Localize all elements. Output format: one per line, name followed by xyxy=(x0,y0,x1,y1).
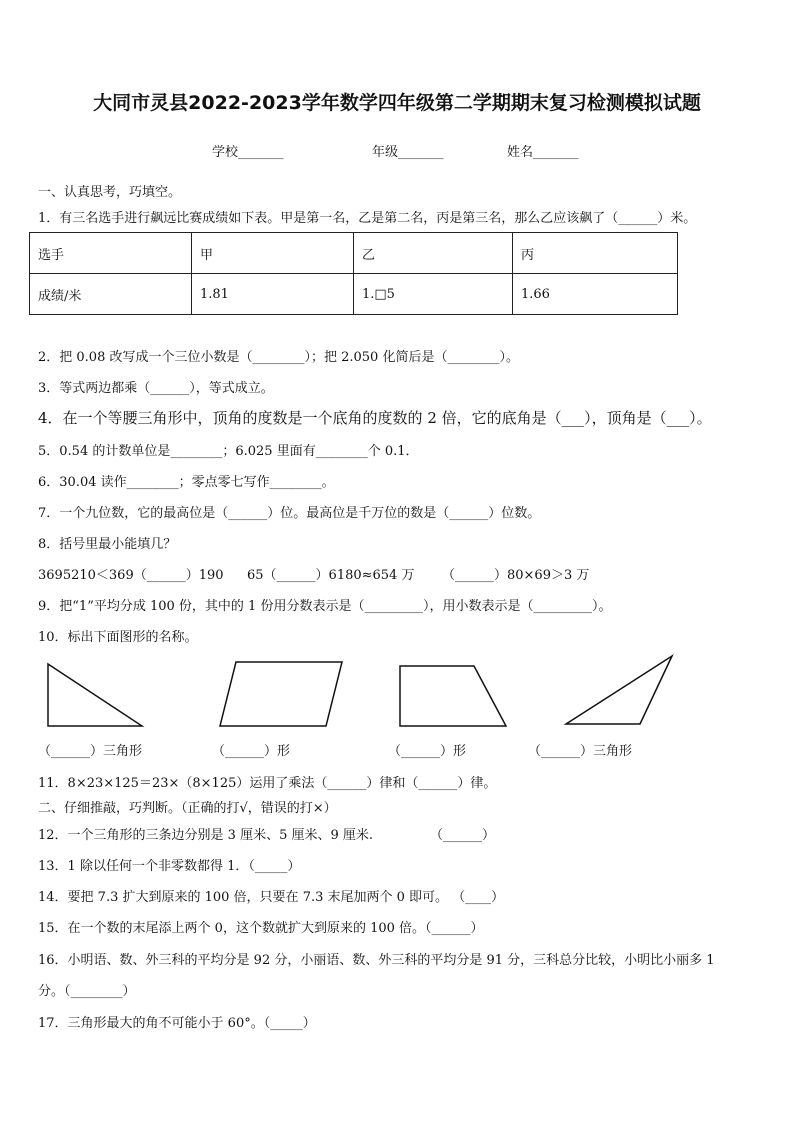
question-6: 6．30.04 读作________；零点零七写作________。 xyxy=(38,475,335,490)
question-16-line-1: 16．小明语、数、外三科的平均分是 92 分，小丽语、数、外三科的平均分是 91 分，三科总分比较，小明比小丽多 1 xyxy=(38,953,715,968)
question-14: 14．要把 7.3 扩大到原来的 100 倍，只要在 7.3 末尾加两个 0 即可。 （____） xyxy=(38,890,505,905)
question-9: 9．把“1”平均分成 100 份，其中的 1 份用分数表示是（_________），用小数表示是（_________）。 xyxy=(38,599,612,614)
question-13: 13．1 除以任何一个非零数都得 1．（_____） xyxy=(38,859,301,874)
question-10: 10．标出下面图形的名称。 xyxy=(38,630,198,645)
table-cell: 甲 xyxy=(192,233,354,274)
right-triangle-shape xyxy=(48,664,142,726)
obtuse-triangle-shape xyxy=(566,656,672,724)
question-17: 17．三角形最大的角不可能小于 60°。（_____） xyxy=(38,1016,316,1031)
grade-field: 年级_______ xyxy=(372,145,444,160)
question-2: 2．把 0.08 改写成一个三位小数是（________）；把 2.050 化简后是（________）。 xyxy=(38,350,519,365)
question-8-item: 65（______）6180≈654 万 xyxy=(247,568,415,583)
question-5: 5．0.54 的计数单位是________；6.025 里面有________个 0.1． xyxy=(38,444,419,459)
table-row xyxy=(30,233,678,274)
question-8-item: 3695210＜369（______）190 xyxy=(38,568,224,583)
table-cell: 选手 xyxy=(30,233,192,274)
question-1: 1．有三名选手进行飙远比赛成绩如下表。甲是第一名，乙是第二名，丙是第三名，那么乙应该飙了（______）米。 xyxy=(38,211,697,226)
question-8: 8．括号里最小能填几？ xyxy=(38,537,177,552)
question-4: 4．在一个等腰三角形中，顶角的度数是一个底角的度数的 2 倍，它的底角是（___），顶角是（___）。 xyxy=(38,409,712,427)
section-1-heading: 一、认真思考，巧填空。 xyxy=(38,185,182,200)
question-8-item: （______）80×69＞3 万 xyxy=(442,568,590,583)
shapes-figure xyxy=(0,650,794,730)
question-12-blank: （______） xyxy=(430,828,496,843)
trapezoid-shape xyxy=(400,666,506,726)
question-16-line-2: 分。（________） xyxy=(38,984,136,999)
table-cell: 丙 xyxy=(513,233,678,274)
question-11: 11．8×23×125＝23×（8×125）运用了乘法（______）律和（______）律。 xyxy=(38,776,497,791)
table-cell: 乙 xyxy=(354,233,513,274)
shape-label: （______）三角形 xyxy=(38,744,143,759)
school-field: 学校_______ xyxy=(212,145,284,160)
scores-table xyxy=(29,232,678,315)
table-cell: 1.66 xyxy=(513,274,678,315)
question-7: 7．一个九位数，它的最高位是（______）位。最高位是千万位的数是（______）位数。 xyxy=(38,506,541,521)
table-cell: 1.□5 xyxy=(354,274,513,315)
question-3: 3．等式两边都乘（______），等式成立。 xyxy=(38,381,274,396)
table-cell: 成绩/米 xyxy=(30,274,192,315)
table-row xyxy=(30,274,678,315)
parallelogram-shape xyxy=(220,662,342,726)
shape-label: （______）形 xyxy=(212,744,291,759)
table-cell: 1.81 xyxy=(192,274,354,315)
name-field: 姓名_______ xyxy=(507,145,579,160)
question-15: 15．在一个数的末尾添上两个 0，这个数就扩大到原来的 100 倍。（______） xyxy=(38,921,484,936)
section-2-heading: 二、仔细推敲，巧判断。（正确的打√，错误的打×） xyxy=(38,801,337,816)
shape-label: （______）形 xyxy=(388,744,467,759)
question-12: 12．一个三角形的三条边分别是 3 厘米、5 厘米、9 厘米. xyxy=(38,828,374,843)
page-title: 大同市灵县2022-2023学年数学四年级第二学期期末复习检测模拟试题 xyxy=(93,92,701,114)
shape-label: （______）三角形 xyxy=(528,744,633,759)
